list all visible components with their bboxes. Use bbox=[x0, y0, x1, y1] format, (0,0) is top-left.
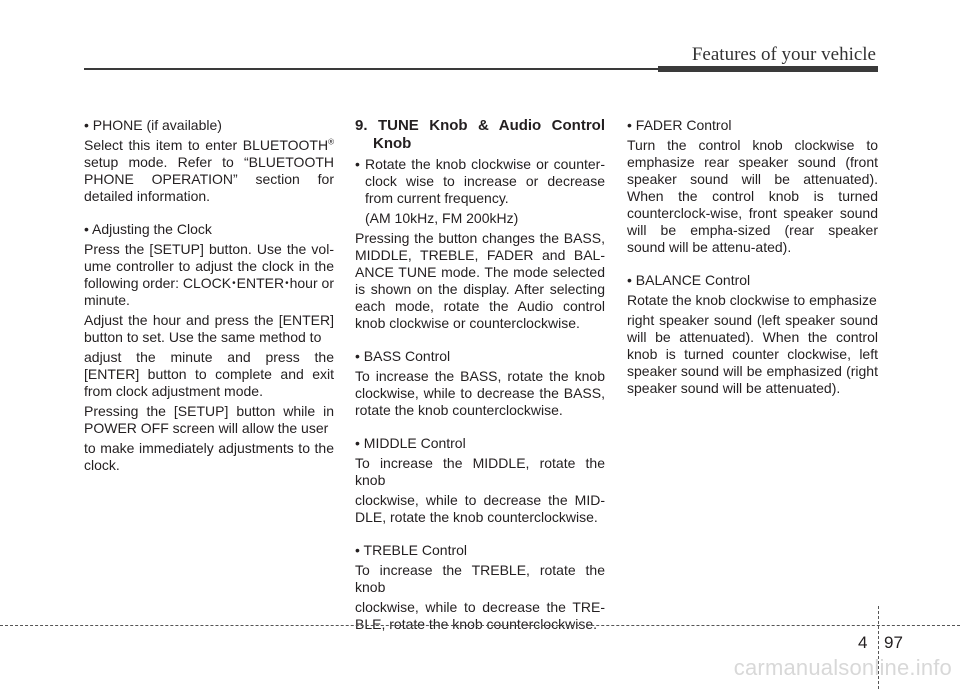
clock-text-1: Press the [SETUP] button. Use the vol-ume controller to adjust the clock in the following order: CLOCK•ENTER•hour or minute. bbox=[84, 241, 334, 308]
column-middle bbox=[355, 117, 605, 636]
press-text: Pressing the button changes the BASS, MIDDLE, TREBLE, FADER and BAL-ANCE TUNE mode. The mode selected is shown on the display. After selecting each mode, rotate the Audio control knob clockwise or counterclockwise. bbox=[355, 230, 605, 331]
bass-bullet: • BASS Control bbox=[355, 348, 451, 364]
treble-bullet: • TREBLE Control bbox=[355, 542, 468, 558]
clock-text-4: Pressing the [SETUP] button while in POWER OFF screen will allow the user bbox=[84, 403, 334, 436]
section-heading: 9. TUNE Knob & Audio Control Knob bbox=[355, 117, 605, 152]
middle-bullet: • MIDDLE Control bbox=[355, 435, 466, 451]
rotate-bullet: • Rotate the knob clockwise or counter-clock wise to increase or decrease from current frequency. bbox=[355, 156, 605, 206]
middle-text-2: clockwise, while to decrease the MID-DLE, rotate the knob counterclockwise. bbox=[355, 492, 605, 525]
fader-text: Turn the control knob clockwise to emphasize rear speaker sound (front speaker sound will be attenuated). When the control knob is turned counterclock-wise, front speaker sound will be empha-sized (rear speaker sound will be attenu-ated). bbox=[627, 137, 878, 255]
registered-mark: ® bbox=[328, 137, 334, 147]
fader-bullet: • FADER Control bbox=[627, 117, 732, 133]
middle-text-1: To increase the MIDDLE, rotate the knob bbox=[355, 455, 605, 488]
header-title: Features of your vehicle bbox=[691, 44, 876, 65]
page-number: 97 bbox=[884, 633, 903, 652]
column-left bbox=[84, 117, 334, 477]
balance-text-1: Rotate the knob clockwise to emphasize bbox=[627, 292, 877, 308]
separator-dot: • bbox=[285, 278, 289, 289]
phone-text: Select this item to enter BLUETOOTH® setup mode. Refer to “BLUETOOTH PHONE OPERATION” section for detailed information. bbox=[84, 137, 334, 204]
chapter-number: 4 bbox=[858, 633, 868, 652]
frequency-step: (AM 10kHz, FM 200kHz) bbox=[365, 210, 519, 226]
phone-bullet: • PHONE (if available) bbox=[84, 117, 222, 133]
clock-text-2: Adjust the hour and press the [ENTER] button to set. Use the same method to bbox=[84, 312, 334, 345]
bass-text: To increase the BASS, rotate the knob clockwise, while to decrease the BASS, rotate the knob counterclockwise. bbox=[355, 368, 605, 418]
treble-text-2: clockwise, while to decrease the TRE-BLE, rotate the knob counterclockwise. bbox=[355, 599, 605, 632]
balance-text-2: right speaker sound (left speaker sound will be attenuated). When the control knob is turned counter clockwise, left speaker sound will be emphasized (right speaker sound will be attenuated). bbox=[627, 312, 878, 396]
header-accent-bar bbox=[658, 66, 878, 72]
watermark: carmanualsonline.info bbox=[733, 655, 952, 680]
separator-dot: • bbox=[232, 278, 236, 289]
column-right bbox=[627, 117, 878, 400]
balance-bullet: • BALANCE Control bbox=[627, 272, 751, 288]
footer-rule bbox=[0, 625, 960, 626]
clock-text-3: adjust the minute and press the [ENTER] button to complete and exit from clock adjustment mode. bbox=[84, 349, 334, 399]
clock-text-5: to make immediately adjustments to the clock. bbox=[84, 440, 334, 473]
clock-bullet: • Adjusting the Clock bbox=[84, 221, 212, 237]
treble-text-1: To increase the TREBLE, rotate the knob bbox=[355, 562, 605, 595]
